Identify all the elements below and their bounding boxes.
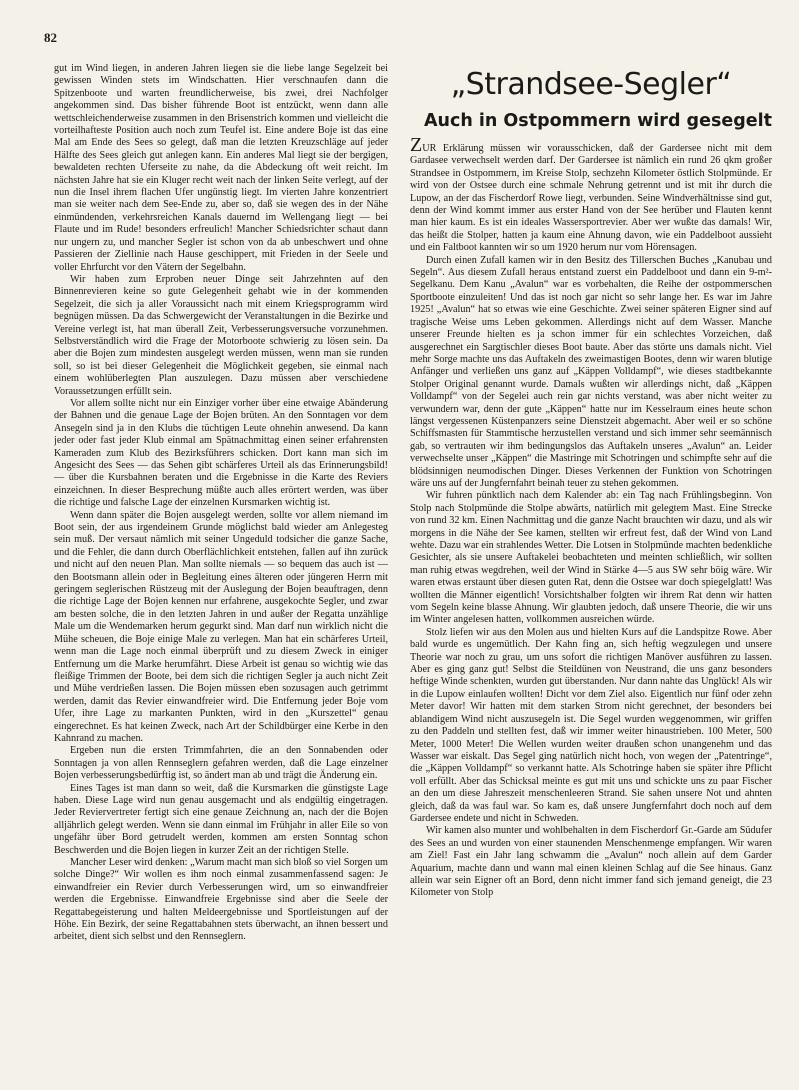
right-column bbox=[410, 63, 772, 1073]
left-column bbox=[54, 63, 388, 1073]
page-number: 82 bbox=[44, 30, 57, 45]
left-paragraph-2: Wir haben zum Erproben neuer Dinge seit Jahrzehnten auf den Binnenrevieren keine so gute Gelegenheit gehabt wie in der kommenden Segelzeit, die sich ja aller Voraussicht nach mit einem Kriegsprogramm wird begnügen müssen. Da das Schwergewicht der Veranstaltungen in die Bezirke und Vereine verlegt ist, hat man überall Zeit, Verbesserungsversuche vorzunehmen. Selbstverständlich wird die Frage der Motorboote schwierig zu lösen sein. Da aber die Bojen zum mindesten ausgelegt werden müssen, wenn man sie runden soll, so ist bei dieser Gelegenheit die Möglichkeit gegeben, sie einmal nach einem wohlüberlegten Plan auszulegen. Dazu müssen aber verschiedene Voraussetzungen erfüllt sein. bbox=[54, 273, 388, 397]
article-subtitle: Auch in Ostpommern wird gesegelt bbox=[423, 111, 772, 131]
left-paragraph-1: gut im Wind liegen, in anderen Jahren liegen sie die liebe lange Segelzeit bei gewissen Winden stets im Windschatten. Hier verschnaufen dann die Spitzenboote und warten freundlicherweise, bis zwei, drei Nachfolger angekommen sind. Das bisher führende Boot ist entzückt, wenn dann alle wettschleichenderweise zusammen in den Brisenstrich kommen und vielleicht die vorteilhafteste Position auch noch zum Teufel ist. Eine andere Boje ist das eine Mal am Ende des Sees so gelegt, daß man die letzten Kreuzschläge auf jeder Hälfte des Sees gleich gut anlegen kann. Ein anderes Mal liegt sie der bergigen, bewaldeten rechten Uferseite zu nahe, da die Abdeckung oft weit reicht. Im nächsten Jahre hat sie ein Kluger recht weit nach der linken Seite verlegt, auf der nun die Insel ihrem flachen Ufer ungünstig liegt. Im vierten Jahre konzentriert man sie weiter nach dem See-Ende zu, aber so, daß sie wegen des in der Nähe einmündenden, verkehrsreichen Kanals dauernd im Wellengang liegt — bei Flaute und im Rude! besonders erfreulich! Mancher Schiedsrichter schaut dann nur ungern zu, und mancher Segler ist schon von da ab unbeschwert und ohne Passieren der Ziellinie nach Hause geschippert, mit Frieden in der Seele und voller Ehrfurcht vor den Vätern der Segelbahn. bbox=[54, 63, 388, 273]
right-paragraph-3: Wir fuhren pünktlich nach dem Kalender ab: ein Tag nach Frühlingsbeginn. Von Stolp nach Stolpmünde die Stolpe abwärts, natürlich mit gelegtem Mast. Eine Strecke von rund 32 km. Einen Nachmittag und die ganze Nacht brauchten wir dazu, und als wir morgens in die Nähe der See kamen, stellten wir erfreut fest, daß der Wind von Land wehte. Dazu war ein strahlendes Wetter. Die Lotsen in Stolpmünde machten bedenkliche Gesichter, als sie unsere Auftakelei beobachteten und meinten schließlich, wir sollten man ruhig etwas wegdrehen, weil der Wind in Stärke 4—5 aus SW sehr böig wäre. Wir waren etwas erstaunt über diesen guten Rat, denn die Ostsee war doch spiegelglatt! Was wollten die Männer eigentlich! Vorsichtshalber folgten wir ihrem Rat denn wir hatten vom Segeln keine blasse Ahnung. Wir glaubten jedoch, daß unsere Theorie, die wir uns im Winter angelesen hatten, vollkommen ausreichen würde. bbox=[410, 490, 772, 626]
right-paragraph-5: Wir kamen also munter und wohlbehalten in dem Fischerdorf Gr.-Garde am Südufer des Sees an und wurden von einer staunenden Menschenmenge empfangen. Wir waren am Ziel! Fast ein Jahr lang schwamm die „Avalun“ noch allein auf dem Garder Aquarium, machte dann und wann mal einen kleinen Schlag auf die See hinaus. Ganz allein war sein Eigner oft an Bord, denn nicht immer fand sich jemand geneigt, die 23 Kilometer von Stolp bbox=[410, 825, 772, 899]
left-paragraph-3: Vor allem sollte nicht nur ein Einziger vorher über eine etwaige Abänderung der Bahnen und die genaue Lage der Bojen brüten. An den Sonntagen vor dem Ansegeln sind ja in den Klubs die tüchtigen Leute ohnehin anwesend. Da kann jeder oder fast jeder Klub einmal am Spätnachmittag einen seiner erfahrensten Kameraden zum Klub des Bezirksführers schicken. Dort kann man sich im Angesicht des Sees — das Sehen gibt schärferes Urteil als das Erinnerungsbild! — über die Kursbahnen beraten und die Ergebnisse in die Karte des Reviers einzeichnen. In dieser Besprechung müßte auch alles erörtert werden, was über die richtige und falsche Lage der einzelnen Kursmarken wichtig ist. bbox=[54, 397, 388, 509]
left-paragraph-4: Wenn dann später die Bojen ausgelegt werden, sollte vor allem niemand im Boot sein, der aus irgendeinem Grunde möglichst bald wieder am Anlegesteg sein muß. Der versaut nämlich mit seiner Ungeduld todsicher die ganze Sache, und die Fehler, die dann durch Oberflächlichkeit entstehen, fallen auf ihn zurück und nicht auf den neuen Plan. Man sollte niemals — so bequem das auch ist — den Bootsmann allein oder in Begleitung eines älteren oder jüngeren Herrn mit geringem seglerischen Rüstzeug mit der Auslegung der Bojen beauftragen, denn die richtige Lage der Bojen kennen nur erfahrene, ausgekochte Segler, und zwar am besten solche, die in den letzten Jahren in und außer der Regatta unzählige Male um die Wendemarken herum gegurkt sind. Man darf nun wirklich nicht die Mühe scheuen, die Boje einige Male zu verlegen. Man hat ein schärferes Urteil, wenn man die Lage noch einmal überprüft und zu diesem Zweck in einiger Entfernung um die Marke herumfährt. Diese Arbeit ist genau so wichtig wie das fleißige Trimmen der Boote, bei dem sich die richtigen Segler ja auch nicht Zeit und Mühe verdrießen lassen. Die Bojen müssen eben sozusagen auch getrimmt werden, damit das Revier einwandfreier wird. Die Entfernung jeder Boje vom Ufer, ihre Lage zu markanten Punkten, wird in den „Kurszettel“ genau eingerechnet. Es hat keinen Zweck, nach Art der Schildbürger eine Kerbe in den Kahnrand zu machen. bbox=[54, 509, 388, 744]
left-paragraph-7: Mancher Leser wird denken: „Warum macht man sich bloß so viel Sorgen um solche Dinge?“ Wir wollen es ihm noch einmal zusammenfassend sagen: Je einwandfreier ein Revier durch Verbesserungen wird, um so einwandfreier werden die Ergebnisse. Einwandfreie Ergebnisse sind aber die Seele der Regattabegeisterung und halten Meldeergebnisse und Sportleistungen auf der Höhe. Ein Bezirk, der seine Regattabahnen stets überwacht, an ihnen bessert und arbeitet, dient sich selbst und den Rennseglern. bbox=[54, 857, 388, 943]
right-paragraph-1: ZUR Erklärung müssen wir vorausschicken, daß der Gardersee nicht mit dem Gardasee verwechselt werden darf. Der Gardersee ist nämlich ein rund 26 qkm großer Strandsee in Ostpommern, im Kreise Stolp, sechzehn Kilometer östlich Stolpmünde. Er wird von der Ostsee durch eine schmale Nehrung getrennt und ist mit ihr durch die Lupow, an der das Fischerdorf Rowe liegt, verbunden. Seine Windverhältnisse sind gut, denn der Wind kommt immer aus erster Hand von der See herüber und Flauten kennt man hier kaum. Es ist ein ideales Wassersportrevier. Aber wer wußte das damals! Wir, das heißt die Stolper, hatten ja kaum eine Ahnung davon, wie ein Paddelboot aussieht und ein Faltboot kannten wir so um 1920 herum nur vom Hörensagen. bbox=[410, 134, 772, 254]
article-title: „Strandsee-Segler“ bbox=[450, 67, 732, 102]
left-paragraph-5: Ergeben nun die ersten Trimmfahrten, die an den Sonnabenden oder Sonntagen ja von allen Rennseglern gefahren werden, daß die Lage einzelner Bojen verbesserungsbedürftig ist, so ändert man ab und trägt die Änderung ein. bbox=[54, 745, 388, 782]
right-paragraph-2: Durch einen Zufall kamen wir in den Besitz des Tillerschen Buches „Kanubau und Segeln“. Aus diesem Zufall heraus entstand zuerst ein Paddelboot und dann ein 9-m²-Segelkanu. Dem Kanu „Avalun“ war es vorbehalten, die Reihe der ostpommerschen Sportboote einzuleiten! Und das ist noch gar nicht so sehr lange her. Es war im Jahre 1925! „Avalun“ hat so etwas wie eine Geschichte. Zwei seiner späteren Eigner sind auf tragische Weise ums Leben gekommen. Allerdings nicht auf dem Wasser. Manche unserer Freunde hielten es ja schon immer für ein schlechtes Vorzeichen, daß ausgerechnet ein Sargtischler dieses Boot baute. Aber das störte uns damals nicht. Viel mehr Sorge machte uns das Auftakeln des zweimastigen Bootes, denn wir waren blutige Anfänger und verließen uns ganz auf „Käppen Volldampf“, wie dieses stadtbekannte Stolper Original genannt wurde. Damals wußten wir allerdings nicht, daß „Käppen Volldampf“ von der Segelei auch rein gar nichts verstand, was aber nicht weiter zu verwundern war, denn der gute „Käppen“ hatte nur im Kesselraum eines heute schon längst vergessenen Küstenpanzers seine Dienstzeit abgemacht. Aber weil er so schöne Schiffsmasten für Stammtische herzustellen verstand und sich immer sehr seemännisch gab, so vertrauten wir ihm bedingungslos das Auftakeln unseres „Avalun“ an. Leider verwechselte unser „Käppen“ die Mastringe mit Schotringen und schimpfte sehr auf die blödsinnigen neumodischen Dinger. Dieses Verkennen der Funktion von Schotringen wäre uns auf der Jungfernfahrt beinah teuer zu stehen gekommen. bbox=[410, 254, 772, 489]
right-paragraph-4: Stolz liefen wir aus den Molen aus und hielten Kurs auf die Landspitze Rowe. Aber bald wurde es ungemütlich. Der Kahn fing an, sich heftig wegzulegen und unsere Theorie war noch zu grau, um uns sofort die richtigen Manöver ausführen zu lassen. Aber es ging ganz gut! Selbst die Steildünen von Neustrand, die uns ganz besonders heftige Winde schenkten, wurden gut überstanden. Nur dann nahte das Unglück! Als wir in die Lupow einlaufen wollten! Dicht vor dem Ziel also. Eigentlich nur fünf oder zehn Meter davor! Wir hatten mit dem starken Strom nicht gerechnet, der besonders bei ablandigem Wind nicht auszusegeln ist. Die Segel wurden weggenommen, wir griffen zu den Paddeln und stellten fest, daß wir immer weiter hinaustrieben. 100 Meter, 500 Meter, 1000 Meter! Die Wellen wurden weiter draußen schon unangenehm und das Wasser war eiskalt. Das Segel ging natürlich nicht hoch, von wegen der „Patentringe“, die „Käppen Volldampf“ so verkannt hatte. Als Schotringe haben sie später ihre Pflicht voll erfüllt. Aber das Schicksal meinte es gut mit uns und schickte uns zu paar Fischer an den um diese Jahreszeit menschenleeren Strand. Sie sahen unsere Not und ahnten gleich, daß da was faul war. So kam es, daß unsere Jungfernfahrt doch noch auf dem Gardersee endete und nicht in Schweden. bbox=[410, 626, 772, 824]
article-header bbox=[410, 65, 772, 139]
left-paragraph-6: Eines Tages ist man dann so weit, daß die Kursmarken die günstigste Lage haben. Diese Lage wird nun genau ausgemacht und als endgültig eingetragen. Jeder Reviervertreter fertigt sich eine genaue Zeichnung an, nach der die Bojen alljährlich gelegt werden. Wenn sie dann einmal im Frühjahr in aller Eile so von ungefähr über Bord getrudelt werden, kommen am ersten Sonntag schon Beschwerden und die Bojen liegen in kurzer Zeit an der richtigen Stelle. bbox=[54, 782, 388, 856]
